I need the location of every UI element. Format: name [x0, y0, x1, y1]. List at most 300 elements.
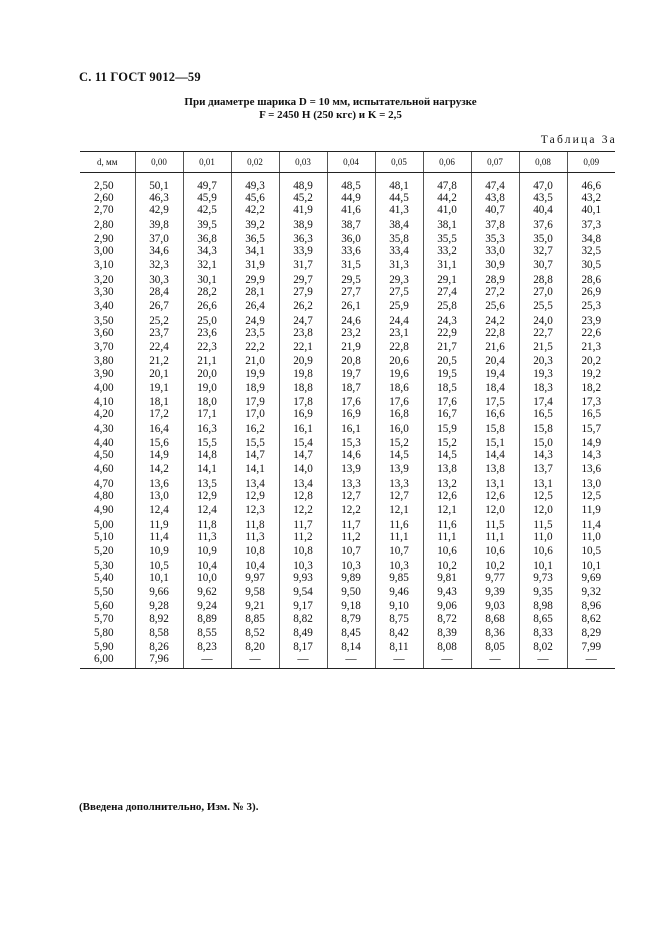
hardness-cell: 11,0: [567, 531, 615, 543]
diameter-cell: 5,10: [94, 530, 114, 543]
hardness-cell: 9,46: [375, 584, 423, 600]
hardness-cell: 10,2: [471, 560, 519, 572]
table-row: [80, 421, 615, 437]
hardness-cell: 8,29: [567, 625, 615, 641]
hardness-cell: 10,6: [471, 543, 519, 559]
hardness-cell: 13,2: [423, 478, 471, 490]
table-row: [80, 380, 615, 396]
hardness-cell: 12,3: [231, 502, 279, 518]
hardness-cell: 11,8: [183, 519, 231, 531]
hardness-cell: —: [519, 653, 567, 668]
table-row: [80, 572, 615, 584]
hardness-cell: 27,7: [327, 286, 375, 298]
hardness-cell: 13,0: [567, 478, 615, 490]
hardness-cell: 19,0: [183, 380, 231, 396]
hardness-cell: 14,3: [519, 449, 567, 461]
hardness-cell: 34,8: [567, 233, 615, 245]
diameter-cell: 6,00: [80, 653, 135, 668]
diameter-cell: 3,90: [94, 367, 114, 380]
hardness-cell: 15,7: [567, 421, 615, 437]
hardness-cell: 14,5: [423, 449, 471, 461]
hardness-cell: 25,9: [375, 298, 423, 314]
table-row: [80, 204, 615, 216]
diameter-cell: 3,80: [94, 355, 114, 368]
hardness-cell: 34,3: [183, 245, 231, 257]
hardness-cell: 8,42: [375, 625, 423, 641]
hardness-cell: 32,1: [183, 257, 231, 273]
hardness-cell: —: [327, 653, 375, 668]
hardness-cell: 21,7: [423, 339, 471, 355]
hardness-cell: 8,92: [135, 613, 183, 625]
hardness-cell: 13,4: [279, 478, 327, 490]
hardness-cell: 12,0: [519, 502, 567, 518]
hardness-cell: 22,6: [567, 327, 615, 339]
hardness-cell: 44,9: [327, 192, 375, 204]
hardness-cell: 9,62: [183, 584, 231, 600]
hardness-cell: 8,49: [279, 625, 327, 641]
hardness-cell: 15,6: [135, 437, 183, 449]
diameter-cell: 5,50: [94, 585, 114, 598]
column-header-8: 0,08: [519, 152, 567, 173]
hardness-cell: 24,7: [279, 315, 327, 327]
hardness-cell: —: [279, 653, 327, 668]
hardness-cell: 12,6: [423, 490, 471, 502]
hardness-cell: 15,9: [423, 421, 471, 437]
hardness-cell: 25,0: [183, 315, 231, 327]
hardness-cell: 19,1: [135, 380, 183, 396]
hardness-cell: 27,9: [279, 286, 327, 298]
table-row: [80, 584, 615, 600]
column-header-0: 0,00: [135, 152, 183, 173]
diameter-cell: 5,90: [94, 641, 114, 654]
hardness-cell: 22,2: [231, 339, 279, 355]
hardness-cell: 11,2: [279, 531, 327, 543]
hardness-cell: 8,65: [519, 613, 567, 625]
hardness-cell: 30,9: [471, 257, 519, 273]
hardness-cell: 33,2: [423, 245, 471, 257]
table-row: [80, 286, 615, 298]
hardness-cell: 32,5: [567, 245, 615, 257]
table-caption-line-1: При диаметре шарика D = 10 мм, испытательной нагрузке: [184, 96, 477, 108]
hardness-cell: 41,3: [375, 204, 423, 216]
hardness-cell: 37,8: [471, 217, 519, 233]
column-header-1: 0,01: [183, 152, 231, 173]
hardness-cell: 36,0: [327, 233, 375, 245]
hardness-cell: 9,17: [279, 600, 327, 612]
hardness-cell: 12,0: [471, 502, 519, 518]
hardness-cell: 17,9: [231, 396, 279, 408]
hardness-cell: 9,73: [519, 572, 567, 584]
hardness-cell: 19,5: [423, 368, 471, 380]
hardness-cell: 16,9: [327, 408, 375, 420]
hardness-cell: 8,08: [423, 641, 471, 653]
hardness-cell: 9,32: [567, 584, 615, 600]
hardness-cell: 17,6: [423, 396, 471, 408]
hardness-cell: 8,17: [279, 641, 327, 653]
hardness-cell: 10,4: [183, 560, 231, 572]
hardness-cell: 18,0: [183, 396, 231, 408]
hardness-cell: 15,2: [423, 437, 471, 449]
hardness-cell: 29,5: [327, 274, 375, 286]
table-row: [80, 449, 615, 461]
hardness-cell: 9,39: [471, 584, 519, 600]
hardness-cell: 23,5: [231, 327, 279, 339]
hardness-cell: 26,4: [231, 298, 279, 314]
hardness-cell: 27,2: [471, 286, 519, 298]
hardness-cell: 27,0: [519, 286, 567, 298]
hardness-cell: 21,1: [183, 355, 231, 367]
hardness-cell: 8,89: [183, 613, 231, 625]
hardness-cell: 8,58: [135, 625, 183, 641]
hardness-cell: 24,4: [375, 315, 423, 327]
hardness-cell: 20,2: [567, 355, 615, 367]
hardness-cell: 33,6: [327, 245, 375, 257]
hardness-cell: 42,2: [231, 204, 279, 216]
hardness-cell: —: [567, 653, 615, 668]
hardness-cell: 9,58: [231, 584, 279, 600]
hardness-cell: 26,6: [183, 298, 231, 314]
hardness-cell: 16,8: [375, 408, 423, 420]
hardness-cell: 33,4: [375, 245, 423, 257]
hardness-cell: 28,1: [231, 286, 279, 298]
hardness-cell: 18,1: [135, 396, 183, 408]
hardness-cell: 30,7: [519, 257, 567, 273]
hardness-cell: 11,0: [519, 531, 567, 543]
hardness-cell: 12,4: [135, 502, 183, 518]
hardness-cell: 11,3: [183, 531, 231, 543]
table-row: [80, 519, 615, 531]
hardness-cell: 22,9: [423, 327, 471, 339]
hardness-cell: 17,1: [183, 408, 231, 420]
hardness-cell: 8,39: [423, 625, 471, 641]
table-row: [80, 339, 615, 355]
hardness-cell: 28,4: [135, 286, 183, 298]
hardness-cell: 21,5: [519, 339, 567, 355]
hardness-cell: 26,7: [135, 298, 183, 314]
column-header-diameter: d, мм: [80, 152, 135, 173]
hardness-cell: 15,5: [231, 437, 279, 449]
hardness-cell: 34,6: [135, 245, 183, 257]
hardness-cell: 7,96: [135, 653, 183, 668]
table-row: [80, 408, 615, 420]
hardness-cell: 16,2: [231, 421, 279, 437]
hardness-cell: 16,5: [519, 408, 567, 420]
hardness-cell: 12,7: [375, 490, 423, 502]
hardness-cell: 14,9: [135, 449, 183, 461]
hardness-cell: 10,7: [327, 543, 375, 559]
hardness-cell: 14,1: [183, 461, 231, 477]
hardness-cell: 18,2: [567, 380, 615, 396]
hardness-cell: 45,2: [279, 192, 327, 204]
hardness-cell: 21,9: [327, 339, 375, 355]
hardness-cell: 26,1: [327, 298, 375, 314]
hardness-cell: —: [183, 653, 231, 668]
hardness-cell: 37,6: [519, 217, 567, 233]
hardness-cell: —: [231, 653, 279, 668]
hardness-cell: 15,8: [471, 421, 519, 437]
table-label: Таблица 3а: [540, 134, 617, 146]
hardness-cell: 39,2: [231, 217, 279, 233]
hardness-cell: 16,1: [279, 421, 327, 437]
hardness-cell: 20,5: [423, 355, 471, 367]
diameter-cell: 4,60: [94, 463, 114, 476]
diameter-cell: 2,70: [94, 204, 114, 217]
hardness-cell: 12,2: [279, 502, 327, 518]
hardness-cell: 35,3: [471, 233, 519, 245]
hardness-cell: 40,7: [471, 204, 519, 216]
hardness-cell: 28,2: [183, 286, 231, 298]
hardness-cell: 9,97: [231, 572, 279, 584]
hardness-cell: 29,3: [375, 274, 423, 286]
page-header: С. 11 ГОСТ 9012—59: [79, 70, 201, 84]
hardness-cell: 8,72: [423, 613, 471, 625]
hardness-cell: 9,50: [327, 584, 375, 600]
table-row: [80, 531, 615, 543]
column-header-3: 0,03: [279, 152, 327, 173]
hardness-cell: 11,4: [135, 531, 183, 543]
hardness-cell: 12,5: [567, 490, 615, 502]
hardness-cell: 8,79: [327, 613, 375, 625]
diameter-cell: 4,50: [94, 449, 114, 462]
hardness-cell: 35,0: [519, 233, 567, 245]
hardness-cell: 29,7: [279, 274, 327, 286]
hardness-cell: 22,8: [471, 327, 519, 339]
hardness-cell: 11,6: [423, 519, 471, 531]
hardness-cell: 14,0: [279, 461, 327, 477]
table-row: [80, 173, 615, 193]
hardness-cell: 28,9: [471, 274, 519, 286]
hardness-cell: 15,4: [279, 437, 327, 449]
hardness-cell: 25,3: [567, 298, 615, 314]
hardness-cell: 16,6: [471, 408, 519, 420]
hardness-cell: 47,0: [519, 173, 567, 193]
table-row: [80, 233, 615, 245]
hardness-cell: 21,0: [231, 355, 279, 367]
hardness-cell: 9,66: [135, 584, 183, 600]
table-row: [80, 245, 615, 257]
hardness-cell: 14,5: [375, 449, 423, 461]
hardness-cell: 14,2: [135, 461, 183, 477]
hardness-cell: 26,2: [279, 298, 327, 314]
hardness-cell: 41,9: [279, 204, 327, 216]
hardness-cell: 8,75: [375, 613, 423, 625]
table-row: [80, 502, 615, 518]
hardness-cell: 27,4: [423, 286, 471, 298]
hardness-cell: 8,36: [471, 625, 519, 641]
hardness-cell: 10,1: [567, 560, 615, 572]
diameter-cell: 4,90: [94, 504, 114, 517]
hardness-cell: 22,1: [279, 339, 327, 355]
hardness-cell: 23,6: [183, 327, 231, 339]
diameter-cell: 4,70: [94, 477, 114, 490]
hardness-cell: 10,8: [279, 543, 327, 559]
hardness-cell: 13,5: [183, 478, 231, 490]
hardness-cell: 35,8: [375, 233, 423, 245]
hardness-cell: 42,9: [135, 204, 183, 216]
table-row: [80, 560, 615, 572]
hardness-cell: 8,96: [567, 600, 615, 612]
table-row: [80, 653, 615, 668]
table-row: [80, 355, 615, 367]
column-header-4: 0,04: [327, 152, 375, 173]
diameter-cell: 3,10: [94, 259, 114, 272]
hardness-cell: 19,3: [519, 368, 567, 380]
hardness-cell: 20,6: [375, 355, 423, 367]
diameter-cell: 5,60: [94, 600, 114, 613]
column-header-6: 0,06: [423, 152, 471, 173]
hardness-cell: 20,9: [279, 355, 327, 367]
hardness-cell: 10,3: [327, 560, 375, 572]
hardness-cell: 8,82: [279, 613, 327, 625]
hardness-cell: 8,68: [471, 613, 519, 625]
hardness-cell: 21,2: [135, 355, 183, 367]
hardness-cell: 45,9: [183, 192, 231, 204]
hardness-cell: 8,26: [135, 641, 183, 653]
hardness-cell: 23,9: [567, 315, 615, 327]
hardness-cell: 50,1: [135, 173, 183, 193]
hardness-cell: 20,0: [183, 368, 231, 380]
hardness-cell: 13,9: [327, 461, 375, 477]
hardness-cell: 9,93: [279, 572, 327, 584]
hardness-cell: 45,6: [231, 192, 279, 204]
hardness-cell: 14,9: [567, 437, 615, 449]
hardness-cell: 8,45: [327, 625, 375, 641]
hardness-cell: 10,0: [183, 572, 231, 584]
hardness-cell: 17,2: [135, 408, 183, 420]
hardness-cell: 14,1: [231, 461, 279, 477]
table-row: [80, 368, 615, 380]
hardness-cell: 39,8: [135, 217, 183, 233]
table-row: [80, 396, 615, 408]
diameter-cell: 2,50: [94, 180, 114, 192]
hardness-cell: 8,02: [519, 641, 567, 653]
hardness-cell: 23,7: [135, 327, 183, 339]
diameter-cell: 3,30: [94, 286, 114, 299]
hardness-cell: 27,5: [375, 286, 423, 298]
hardness-cell: 18,3: [519, 380, 567, 396]
hardness-cell: 12,9: [183, 490, 231, 502]
table-header-row: [80, 152, 615, 173]
hardness-cell: 16,9: [279, 408, 327, 420]
hardness-cell: —: [471, 653, 519, 668]
hardness-cell: 8,62: [567, 613, 615, 625]
hardness-cell: 17,3: [567, 396, 615, 408]
table-row: [80, 461, 615, 477]
hardness-cell: 10,5: [135, 560, 183, 572]
hardness-cell: 37,0: [135, 233, 183, 245]
hardness-cell: 36,3: [279, 233, 327, 245]
hardness-cell: 19,9: [231, 368, 279, 380]
hardness-cell: 29,9: [231, 274, 279, 286]
hardness-cell: 36,8: [183, 233, 231, 245]
diameter-cell: 3,50: [94, 314, 114, 327]
hardness-cell: 8,05: [471, 641, 519, 653]
hardness-cell: 20,1: [135, 368, 183, 380]
hardness-cell: 12,7: [327, 490, 375, 502]
hardness-cell: 9,10: [375, 600, 423, 612]
diameter-cell: 2,90: [94, 233, 114, 246]
hardness-cell: 18,4: [471, 380, 519, 396]
hardness-cell: 11,1: [423, 531, 471, 543]
hardness-cell: 13,1: [519, 478, 567, 490]
hardness-cell: 24,0: [519, 315, 567, 327]
table-row: [80, 217, 615, 233]
hardness-cell: —: [423, 653, 471, 668]
hardness-cell: 39,5: [183, 217, 231, 233]
hardness-cell: 7,99: [567, 641, 615, 653]
hardness-cell: 8,85: [231, 613, 279, 625]
hardness-cell: 8,33: [519, 625, 567, 641]
hardness-cell: 11,4: [567, 519, 615, 531]
diameter-cell: 3,60: [94, 326, 114, 339]
table-row: [80, 478, 615, 490]
hardness-cell: 24,2: [471, 315, 519, 327]
hardness-cell: 21,3: [567, 339, 615, 355]
amendment-note: (Введена дополнительно, Изм. № 3).: [79, 801, 259, 813]
hardness-cell: 10,3: [279, 560, 327, 572]
hardness-cell: 12,1: [375, 502, 423, 518]
hardness-cell: 15,1: [471, 437, 519, 449]
hardness-cell: 13,3: [375, 478, 423, 490]
table-row: [80, 315, 615, 327]
hardness-cell: 8,20: [231, 641, 279, 653]
hardness-cell: 33,9: [279, 245, 327, 257]
hardness-cell: 48,5: [327, 173, 375, 193]
hardness-cell: 11,9: [567, 502, 615, 518]
hardness-cell: 18,9: [231, 380, 279, 396]
hardness-cell: 16,5: [567, 408, 615, 420]
hardness-cell: 31,3: [375, 257, 423, 273]
hardness-cell: 32,7: [519, 245, 567, 257]
table-row: [80, 298, 615, 314]
hardness-cell: 13,3: [327, 478, 375, 490]
hardness-cell: 25,6: [471, 298, 519, 314]
hardness-cell: 43,2: [567, 192, 615, 204]
hardness-cell: 38,4: [375, 217, 423, 233]
hardness-cell: 10,9: [135, 543, 183, 559]
hardness-cell: 28,6: [567, 274, 615, 286]
table-row: [80, 613, 615, 625]
hardness-cell: 12,2: [327, 502, 375, 518]
hardness-cell: 24,9: [231, 315, 279, 327]
hardness-cell: 22,7: [519, 327, 567, 339]
hardness-cell: 14,8: [183, 449, 231, 461]
table-row: [80, 257, 615, 273]
diameter-cell: 5,00: [94, 518, 114, 531]
table-row: [80, 641, 615, 653]
column-header-9: 0,09: [567, 152, 615, 173]
hardness-cell: 19,6: [375, 368, 423, 380]
hardness-cell: 14,3: [567, 449, 615, 461]
hardness-cell: 34,1: [231, 245, 279, 257]
hardness-cell: 43,5: [519, 192, 567, 204]
hardness-cell: 9,24: [183, 600, 231, 612]
diameter-cell: 4,10: [94, 396, 114, 409]
hardness-cell: 9,03: [471, 600, 519, 612]
table-caption-line-2: F = 2450 Н (250 кгс) и K = 2,5: [259, 109, 402, 121]
hardness-cell: 26,9: [567, 286, 615, 298]
diameter-cell: 5,40: [94, 571, 114, 584]
hardness-cell: 9,89: [327, 572, 375, 584]
hardness-cell: 37,3: [567, 217, 615, 233]
hardness-cell: 11,6: [375, 519, 423, 531]
table-row: [80, 543, 615, 559]
hardness-cell: 40,4: [519, 204, 567, 216]
hardness-cell: 24,3: [423, 315, 471, 327]
table-row: [80, 192, 615, 204]
hardness-cell: 23,8: [279, 327, 327, 339]
diameter-cell: 5,20: [94, 545, 114, 558]
